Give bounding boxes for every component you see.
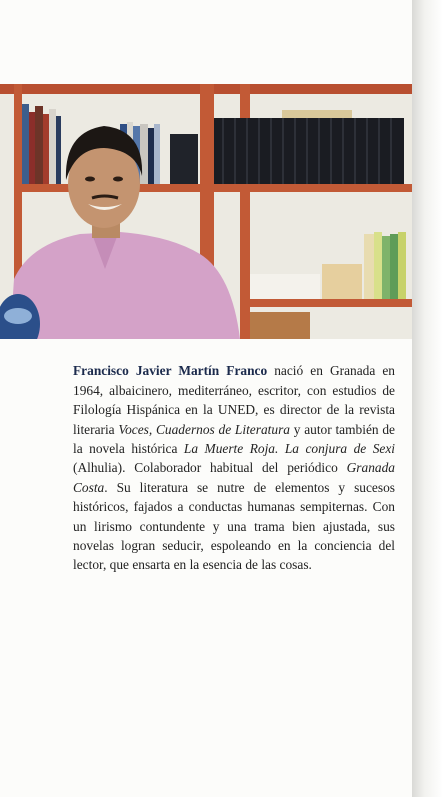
bio-magazine-title: Voces, Cuadernos de Literatura <box>118 421 290 437</box>
author-name: Francisco Javier Martín Franco <box>73 363 268 379</box>
bio-novel-title: La Muerte Roja. La conjura de Sexi <box>183 441 395 457</box>
bio-text-3: (Alhulia). Colaborador habitual del periódico <box>73 460 347 476</box>
author-biography <box>73 361 395 574</box>
bio-text-4: . Su literatura se nutre de elementos y sucesos históricos, fajados a conductas humanas sempiternas. Con un lirismo contundente y una trama bien ajustada, sus novelas logran seducir, espoleando en la conciencia del lector, que ensarta en la esencia de las cosas. <box>73 479 395 573</box>
book-spine-edge <box>412 0 443 797</box>
author-photo <box>0 84 412 339</box>
bio-text-1: nació en Granada en 1964, albaicinero, mediterráneo, escritor, con estudios de Filología Hispánica en la UNED, es director de la revista literaria <box>73 363 395 437</box>
bio-text-2: y autor también de la novela histórica <box>73 421 395 457</box>
author-photo-illustration <box>0 84 412 339</box>
bio-newspaper-title: Granada Costa <box>73 460 395 495</box>
